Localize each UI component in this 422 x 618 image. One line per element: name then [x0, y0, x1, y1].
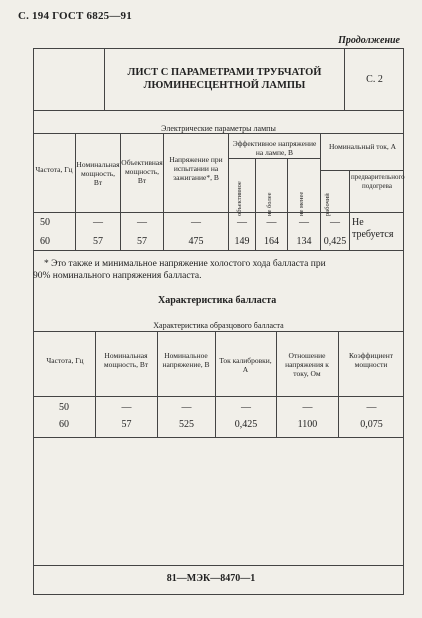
sheet-title [105, 48, 345, 110]
lamp-col-line [349, 170, 350, 250]
title-left-cell [33, 48, 105, 110]
lamp-row2-eff-min: 134 [296, 236, 312, 247]
lamp-header-effective-voltage: Эффективное напряжение на лампе, В [232, 139, 317, 157]
ballast-table-bottom-line [33, 437, 404, 438]
lamp-row1-nominal: — [93, 217, 103, 228]
lamp-row2-objective: 57 [137, 236, 147, 247]
ballast-row2-voltage: 525 [179, 419, 194, 430]
ballast-row2-factor: 0,075 [360, 419, 383, 430]
ballast-header-power: Номинальная мощность, Вт [103, 351, 149, 369]
lamp-row1-eff-obj: — [237, 217, 247, 228]
lamp-table-caption: Электрические параметры лампы [161, 124, 276, 133]
ballast-header-freq: Частота, Гц [46, 356, 84, 365]
ballast-header-bottom-line [33, 396, 404, 397]
ballast-header-voltage: Номинальное напряжение, В [162, 351, 210, 369]
lamp-header-current: Номинальный ток, А [328, 142, 397, 151]
sheet-title-line2: ЛЮМИНЕСЦЕНТНОЙ ЛАМПЫ [143, 80, 306, 91]
lamp-header-bottom-line [33, 212, 404, 213]
lamp-header-ignition-voltage: Напряжение при испытании на зажигание*, В [169, 155, 223, 182]
lamp-header-objective-power: Объективная мощность, Вт [121, 158, 163, 185]
lamp-row2-eff-max: 164 [264, 236, 279, 247]
lamp-header-freq: Частота, Гц [35, 165, 73, 174]
lamp-table-top-line [33, 133, 404, 134]
ballast-row1-ratio: — [302, 402, 313, 413]
ballast-table-top-line [33, 331, 404, 332]
lamp-row2-eff-obj: 149 [234, 236, 250, 247]
sheet-code: С. 2 [366, 73, 383, 85]
ballast-row2-freq: 60 [59, 419, 69, 430]
ballast-section-title: Характеристика балласта [158, 295, 277, 306]
ballast-row1-voltage: — [181, 402, 192, 413]
lamp-row2-freq: 60 [40, 236, 50, 247]
ballast-row2-current: 0,425 [234, 419, 258, 430]
lamp-row1-working: — [330, 217, 340, 228]
lamp-row2-ignition: 475 [188, 236, 204, 247]
lamp-row1-freq: 50 [40, 217, 50, 228]
ballast-header-calibration-current: Ток калибровки, А [219, 356, 272, 374]
ballast-row1-freq: 50 [59, 402, 69, 413]
ballast-header-ratio: Отношение напряжения к току, Ом [285, 351, 329, 378]
current-subheader-working: рабочий [324, 193, 331, 216]
lamp-col-line [120, 133, 121, 250]
lamp-table-bottom-line [33, 250, 404, 251]
eff-subheader-objective: объективное [236, 181, 243, 216]
lamp-row1-preheat: Не требуется [352, 217, 394, 240]
footer-divider [33, 565, 404, 566]
footer-code: 81—МЭК—8470—1 [166, 573, 256, 584]
footnote-line1: * Это также и минимальное напряжение холостого хода балласта при [44, 259, 326, 269]
lamp-row1-eff-min: — [299, 217, 309, 228]
ballast-row1-factor: — [366, 402, 377, 413]
lamp-col-line [163, 133, 164, 250]
ballast-header-power-factor: Коэффициент мощности [349, 351, 393, 369]
ballast-row1-current: — [241, 402, 251, 413]
page-reference: С. 194 ГОСТ 6825—91 [18, 10, 132, 22]
ballast-row1-power: — [121, 402, 132, 413]
ballast-row2-ratio: 1100 [297, 419, 318, 430]
lamp-row2-nominal: 57 [93, 236, 103, 247]
sheet-title-line1: ЛИСТ С ПАРАМЕТРАМИ ТРУБЧАТОЙ [127, 67, 322, 78]
ballast-table-caption: Характеристика образцового балласта [153, 321, 284, 330]
lamp-col-line [75, 133, 76, 250]
lamp-row1-ignition: — [191, 217, 201, 228]
eff-subheader-min: не менее [298, 191, 305, 216]
footnote-line2: 90% номинального напряжения балласта. [33, 271, 202, 281]
lamp-row1-objective: — [137, 217, 147, 228]
ballast-row2-power: 57 [121, 419, 132, 430]
title-divider [33, 110, 404, 111]
lamp-row2-working: 0,425 [323, 236, 347, 247]
eff-subheader-max: не более [266, 192, 273, 216]
continuation-label: Продолжение [338, 35, 400, 46]
lamp-row1-eff-max: — [266, 217, 277, 228]
lamp-header-nominal-power: Номинальная мощность, Вт [76, 160, 120, 187]
current-subheader-preheat: предварительного подогрева [351, 173, 405, 190]
